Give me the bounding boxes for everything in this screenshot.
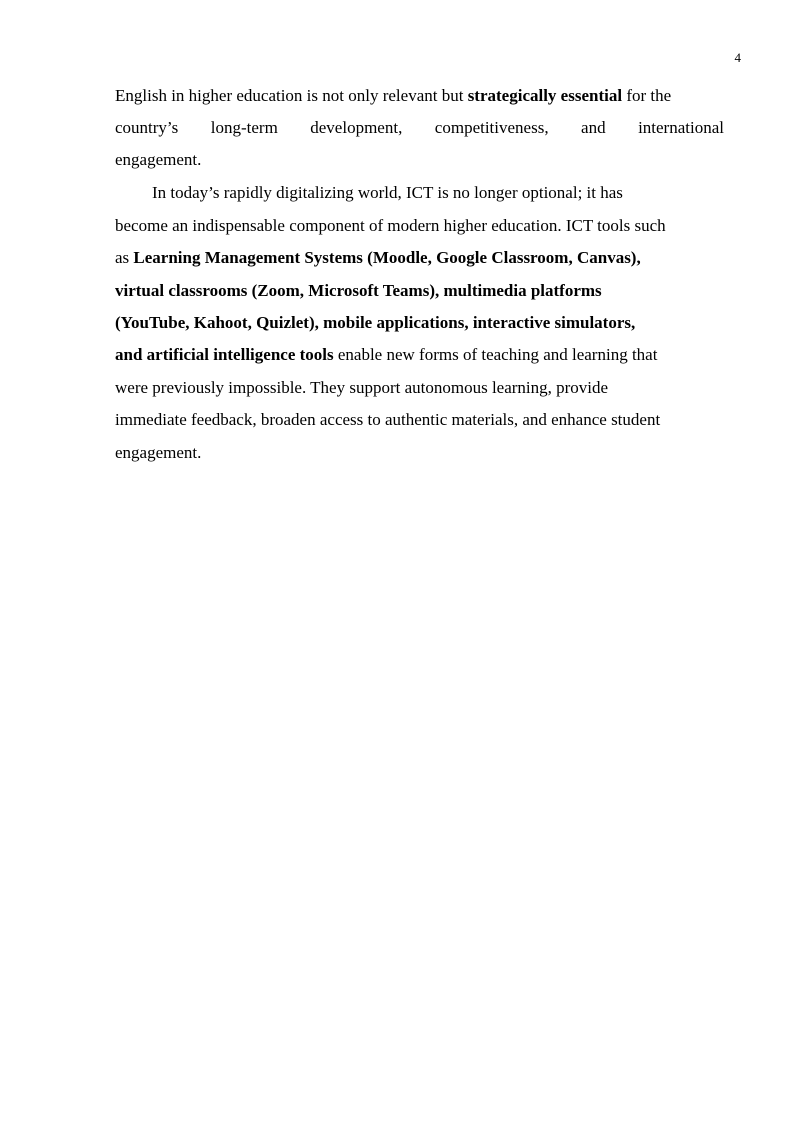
text-line: [115, 313, 724, 333]
bold-phrase: strategically essential: [467, 86, 623, 105]
word: long-term: [210, 118, 278, 137]
text-line: [115, 118, 724, 138]
bold-phrase: (YouTube, Kahoot, Quizlet), mobile applications, interactive simulators,: [115, 313, 636, 332]
text-run: enable new forms of teaching and learning that: [333, 345, 658, 364]
text-line: immediate feedback, broaden access to authentic materials, and enhance student: [115, 410, 661, 429]
text-line: become an indispensable component of modern higher education. ICT tools such: [115, 216, 666, 235]
page-number: 4: [734, 50, 741, 65]
word: competitiveness,: [434, 118, 549, 137]
text-line: In today’s rapidly digitalizing world, ICT is no longer optional; it has: [152, 183, 623, 202]
text-line: [115, 281, 724, 301]
word: country’s: [115, 118, 179, 137]
text-line: [115, 345, 724, 365]
text-run: as: [115, 248, 134, 267]
text-line: [115, 248, 724, 268]
text-run: English in higher education is not only relevant but: [115, 86, 468, 105]
text-line: engagement.: [115, 150, 202, 169]
bold-phrase: virtual classrooms (Zoom, Microsoft Teams), multimedia platforms: [115, 281, 602, 300]
text-line: were previously impossible. They support autonomous learning, provide: [115, 378, 609, 397]
text-line: engagement.: [115, 443, 202, 462]
word: development,: [310, 118, 403, 137]
word: international: [638, 118, 724, 137]
text-line: [115, 86, 724, 106]
text-run: for the: [622, 86, 672, 105]
word: and: [581, 118, 606, 137]
bold-phrase: Learning Management Systems (Moodle, Google Classroom, Canvas),: [133, 248, 641, 267]
bold-phrase: and artificial intelligence tools: [115, 345, 334, 364]
